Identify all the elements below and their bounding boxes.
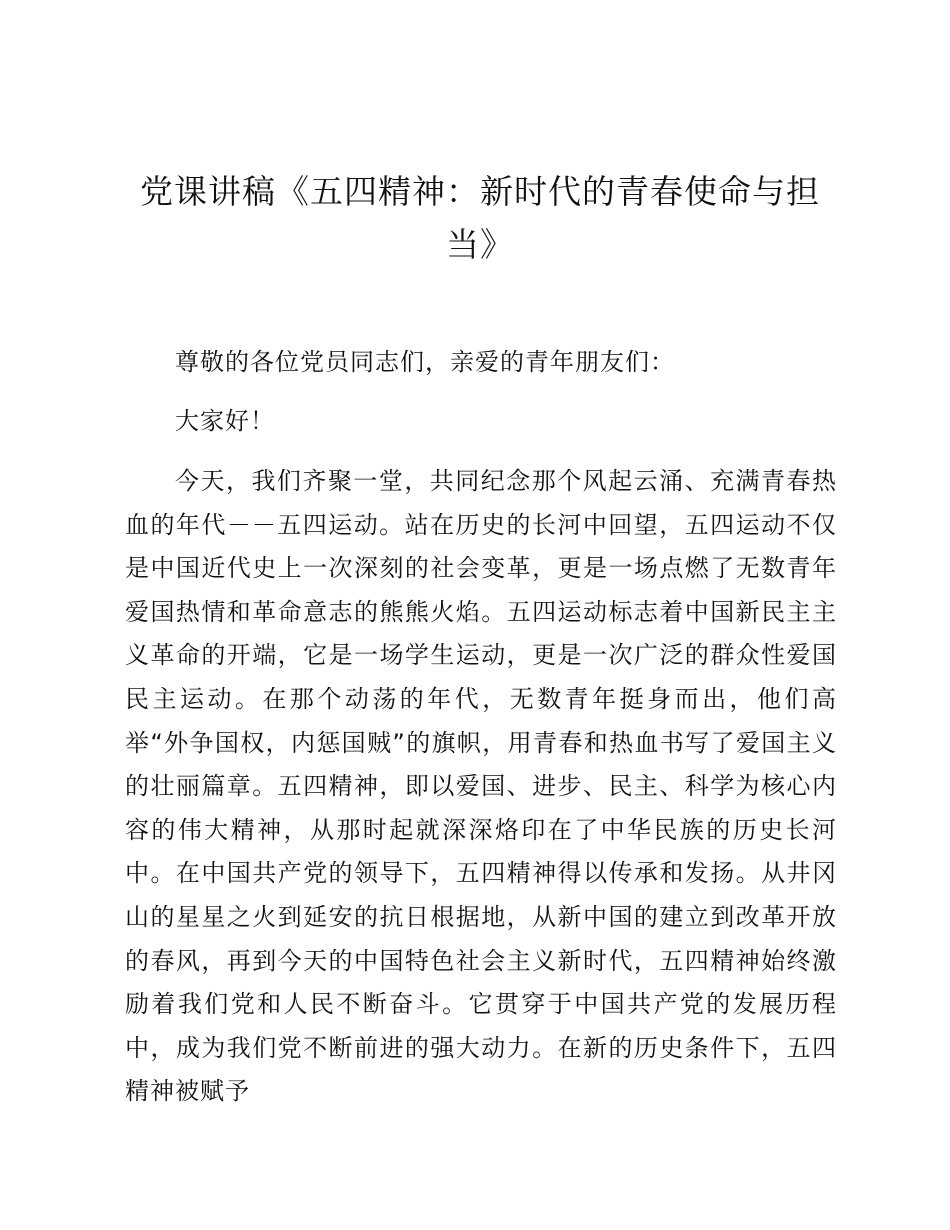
document-title: 党课讲稿《五四精神：新时代的青春使命与担当》 xyxy=(140,172,820,264)
greeting-line: 尊敬的各位党员同志们，亲爱的青年朋友们： xyxy=(175,348,675,376)
hello-line: 大家好！ xyxy=(175,407,275,435)
body-paragraph: 今天，我们齐聚一堂，共同纪念那个风起云涌、充满青春热血的年代－－五四运动。站在历史的长河中回望，五四运动不仅是中国近代史上一次深刻的社会变革，更是一场点燃了无数青年爱国热情和革命意志的熊熊火焰。五四运动标志着中国新民主主义革命的开端，它是一场学生运动，更是一次广泛的群众性爱国民主运动。在那个动荡的年代，无数青年挺身而出，他们高举“外争国权，内惩国贼”的旗帜，用青春和热血书写了爱国主义的壮丽篇章。五四精神，即以爱国、进步、民主、科学为核心内容的伟大精神，从那时起就深深烙印在了中华民族的历史长河中。在中国共产党的领导下，五四精神得以传承和发扬。从井冈山的星星之火到延安的抗日根据地，从新中国的建立到改革开放的春风，再到今天的中国特色社会主义新时代，五四精神始终激励着我们党和人民不断奋斗。它贯穿于中国共产党的发展历程中，成为我们党不断前进的强大动力。在新的历史条件下，五四精神被赋予 xyxy=(125,467,837,1106)
